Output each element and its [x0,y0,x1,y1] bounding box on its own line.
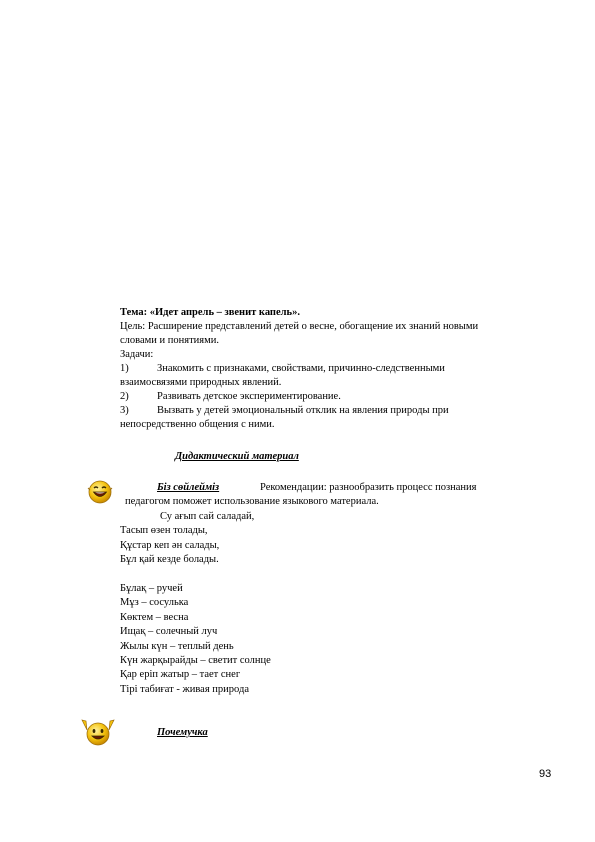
section-title: Дидактический материал [175,451,299,462]
poem-line: Бұл қай кезде болады. [120,554,219,565]
language-heading: Біз сөйлейміз [157,482,220,493]
task-text: Вызвать у детей эмоциональный отклик на явления природы при [157,405,449,416]
recommendation-line-1: Рекомендации: разнообразить процесс познания [260,482,477,493]
recommendation-line-2: педагогом поможет использование языкового материала. [125,496,379,507]
tasks-label: Задачи: [120,349,154,360]
vocabulary-item: Қар еріп жатыр – тает снег [120,669,241,680]
cheering-smiley-icon [80,716,116,748]
vocabulary-item: Тірі табиғат - живая природа [120,684,249,695]
riddle-heading: Почемучка [157,727,208,738]
page-number: 93 [539,768,552,780]
task-number: 1) [120,363,129,374]
lesson-goal-line-2: словами и понятиями. [120,335,220,346]
laughing-smiley-icon [86,478,114,506]
task-text: Развивать детское экспериментирование. [157,391,341,402]
vocabulary-item: Көктем – весна [120,612,189,623]
vocabulary-item: Ищақ – солечный луч [120,626,218,637]
lesson-goal-line-1: Цель: Расширение представлений детей о весне, обогащение их знаний новыми [120,321,479,332]
poem-line: Су ағып сай саладай, [160,511,255,522]
task-number: 3) [120,405,129,416]
task-text-continued: непосредственно общения с ними. [120,419,275,430]
task-text-continued: взаимосвязями природных явлений. [120,377,282,388]
vocabulary-item: Жылы күн – теплый день [120,641,234,652]
poem-line: Құстар кеп ән салады, [120,540,220,551]
task-text: Знакомить с признаками, свойствами, причинно-следственными [157,363,445,374]
task-number: 2) [120,391,129,402]
vocabulary-item: Мұз – сосулька [120,597,189,608]
vocabulary-item: Күн жарқырайды – светит солнце [120,655,271,666]
vocabulary-item: Бұлақ – ручей [120,583,183,594]
lesson-topic: Тема: «Идет апрель – звенит капель». [120,307,300,318]
poem-line: Тасып өзен толады, [120,525,208,536]
